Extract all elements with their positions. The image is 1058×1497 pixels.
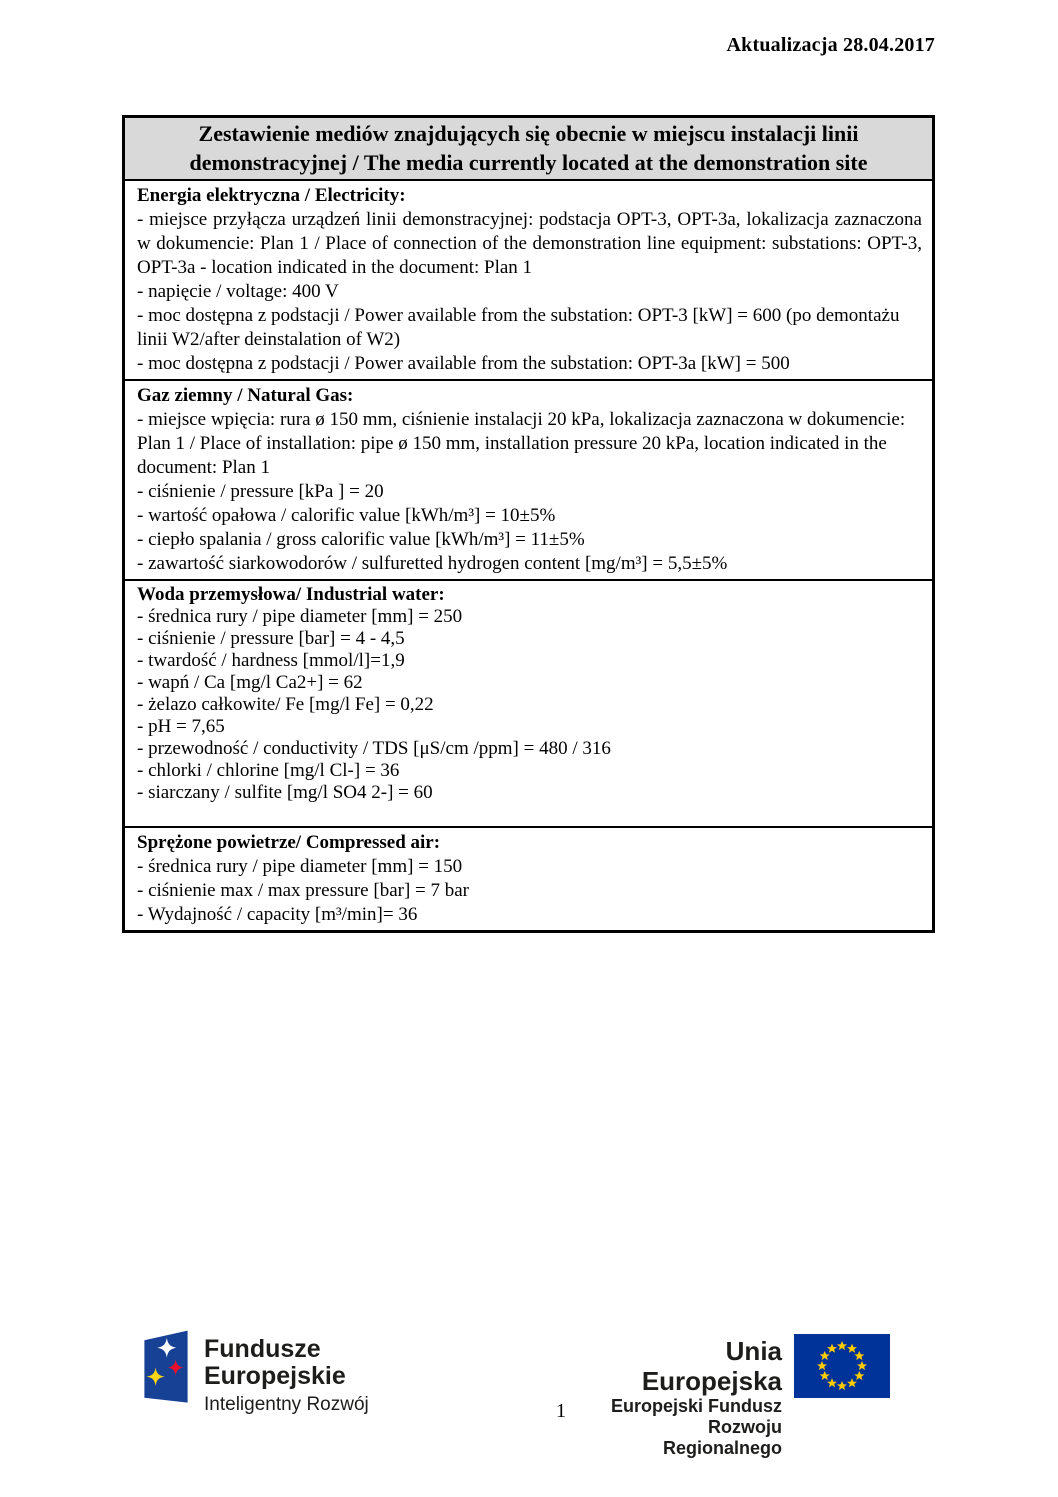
eu-flag-icon bbox=[794, 1334, 890, 1398]
spec-line: - siarczany / sulfite [mg/l SO4 2-] = 60 bbox=[137, 782, 433, 803]
fe-logo-line-2: Europejskie bbox=[204, 1362, 346, 1390]
spec-line: - wartość opałowa / calorific value [kWh/m³] = 10±5% bbox=[137, 505, 556, 526]
section-industrial-water-heading: Woda przemysłowa/ Industrial water: bbox=[137, 584, 445, 605]
spec-line: - miejsce przyłącza urządzeń linii demonstracyjnej: podstacja OPT-3, OPT-3a, lokalizacja zaznaczona w dokumencie: Plan 1 / Place of connection of the demonstration line equipment: substations: OPT-3, OPT-3a - location indicated in the document: Plan 1 bbox=[137, 209, 922, 278]
fe-flag-logo bbox=[142, 1328, 190, 1410]
spec-line: - moc dostępna z podstacji / Power available from the substation: OPT-3 [kW] = 600 (po demontażu linii W2/after deinstalation of W2) bbox=[137, 305, 900, 350]
spec-line: - chlorki / chlorine [mg/l Cl-] = 36 bbox=[137, 760, 400, 781]
section-industrial-water bbox=[125, 579, 932, 826]
update-date: Aktualizacja 28.04.2017 bbox=[726, 34, 935, 56]
spec-line: - żelazo całkowite/ Fe [mg/l Fe] = 0,22 bbox=[137, 694, 434, 715]
page-number: 1 bbox=[556, 1400, 566, 1422]
spec-line: - zawartość siarkowodorów / sulfuretted hydrogen content [mg/m³] = 5,5±5% bbox=[137, 553, 728, 574]
eu-logo-line-1: Unia Europejska bbox=[641, 1336, 782, 1396]
eu-logo-line-3: Rozwoju Regionalnego bbox=[662, 1417, 782, 1458]
section-electricity-heading: Energia elektryczna / Electricity: bbox=[137, 185, 406, 206]
spec-line: - przewodność / conductivity / TDS [μS/cm /ppm] = 480 / 316 bbox=[137, 738, 611, 759]
spec-line: - twardość / hardness [mmol/l]=1,9 bbox=[137, 650, 405, 671]
fe-logo-line-3: Inteligentny Rozwój bbox=[204, 1394, 369, 1415]
unia-europejska-logo bbox=[598, 1334, 890, 1459]
spec-line: - średnica rury / pipe diameter [mm] = 250 bbox=[137, 606, 463, 627]
spec-line: - moc dostępna z podstacji / Power available from the substation: OPT-3a [kW] = 500 bbox=[137, 353, 790, 374]
spec-line: - Wydajność / capacity [m³/min]= 36 bbox=[137, 904, 418, 925]
section-natural-gas-heading: Gaz ziemny / Natural Gas: bbox=[137, 385, 354, 406]
fe-logo-text bbox=[204, 1328, 369, 1418]
eu-logo-text bbox=[598, 1334, 782, 1459]
eu-logo-line-2: Europejski Fundusz bbox=[610, 1396, 782, 1416]
spec-line: - miejsce wpięcia: rura ø 150 mm, ciśnienie instalacji 20 kPa, lokalizacja zaznaczona w dokumencie: Plan 1 / Place of installation: pipe ø 150 mm, installation pressure 20 kPa, location indicated in the document: Plan 1 bbox=[137, 409, 906, 478]
fundusze-europejskie-logo bbox=[142, 1328, 369, 1418]
section-compressed-air bbox=[125, 826, 932, 930]
spec-line: - ciśnienie max / max pressure [bar] = 7 bar bbox=[137, 880, 470, 901]
spec-line: - pH = 7,65 bbox=[137, 716, 225, 737]
section-compressed-air-heading: Sprężone powietrze/ Compressed air: bbox=[137, 832, 441, 853]
media-table bbox=[122, 115, 935, 933]
spec-line: - napięcie / voltage: 400 V bbox=[137, 281, 339, 302]
table-title-line-2: demonstracyjnej / The media currently located at the demonstration site bbox=[189, 150, 868, 175]
table-title bbox=[125, 118, 932, 181]
fe-logo-line-1: Fundusze bbox=[204, 1335, 321, 1363]
section-electricity bbox=[125, 181, 932, 379]
spec-line: - ciśnienie / pressure [bar] = 4 - 4,5 bbox=[137, 628, 405, 649]
section-natural-gas bbox=[125, 379, 932, 579]
spec-line: - średnica rury / pipe diameter [mm] = 150 bbox=[137, 856, 463, 877]
footer-logos bbox=[0, 1322, 1058, 1458]
spec-line: - ciepło spalania / gross calorific value [kWh/m³] = 11±5% bbox=[137, 529, 585, 550]
table-title-line-1: Zestawienie mediów znajdujących się obecnie w miejscu instalacji linii bbox=[198, 121, 859, 146]
spec-line: - wapń / Ca [mg/l Ca2+] = 62 bbox=[137, 672, 363, 693]
spec-line: - ciśnienie / pressure [kPa ] = 20 bbox=[137, 481, 384, 502]
